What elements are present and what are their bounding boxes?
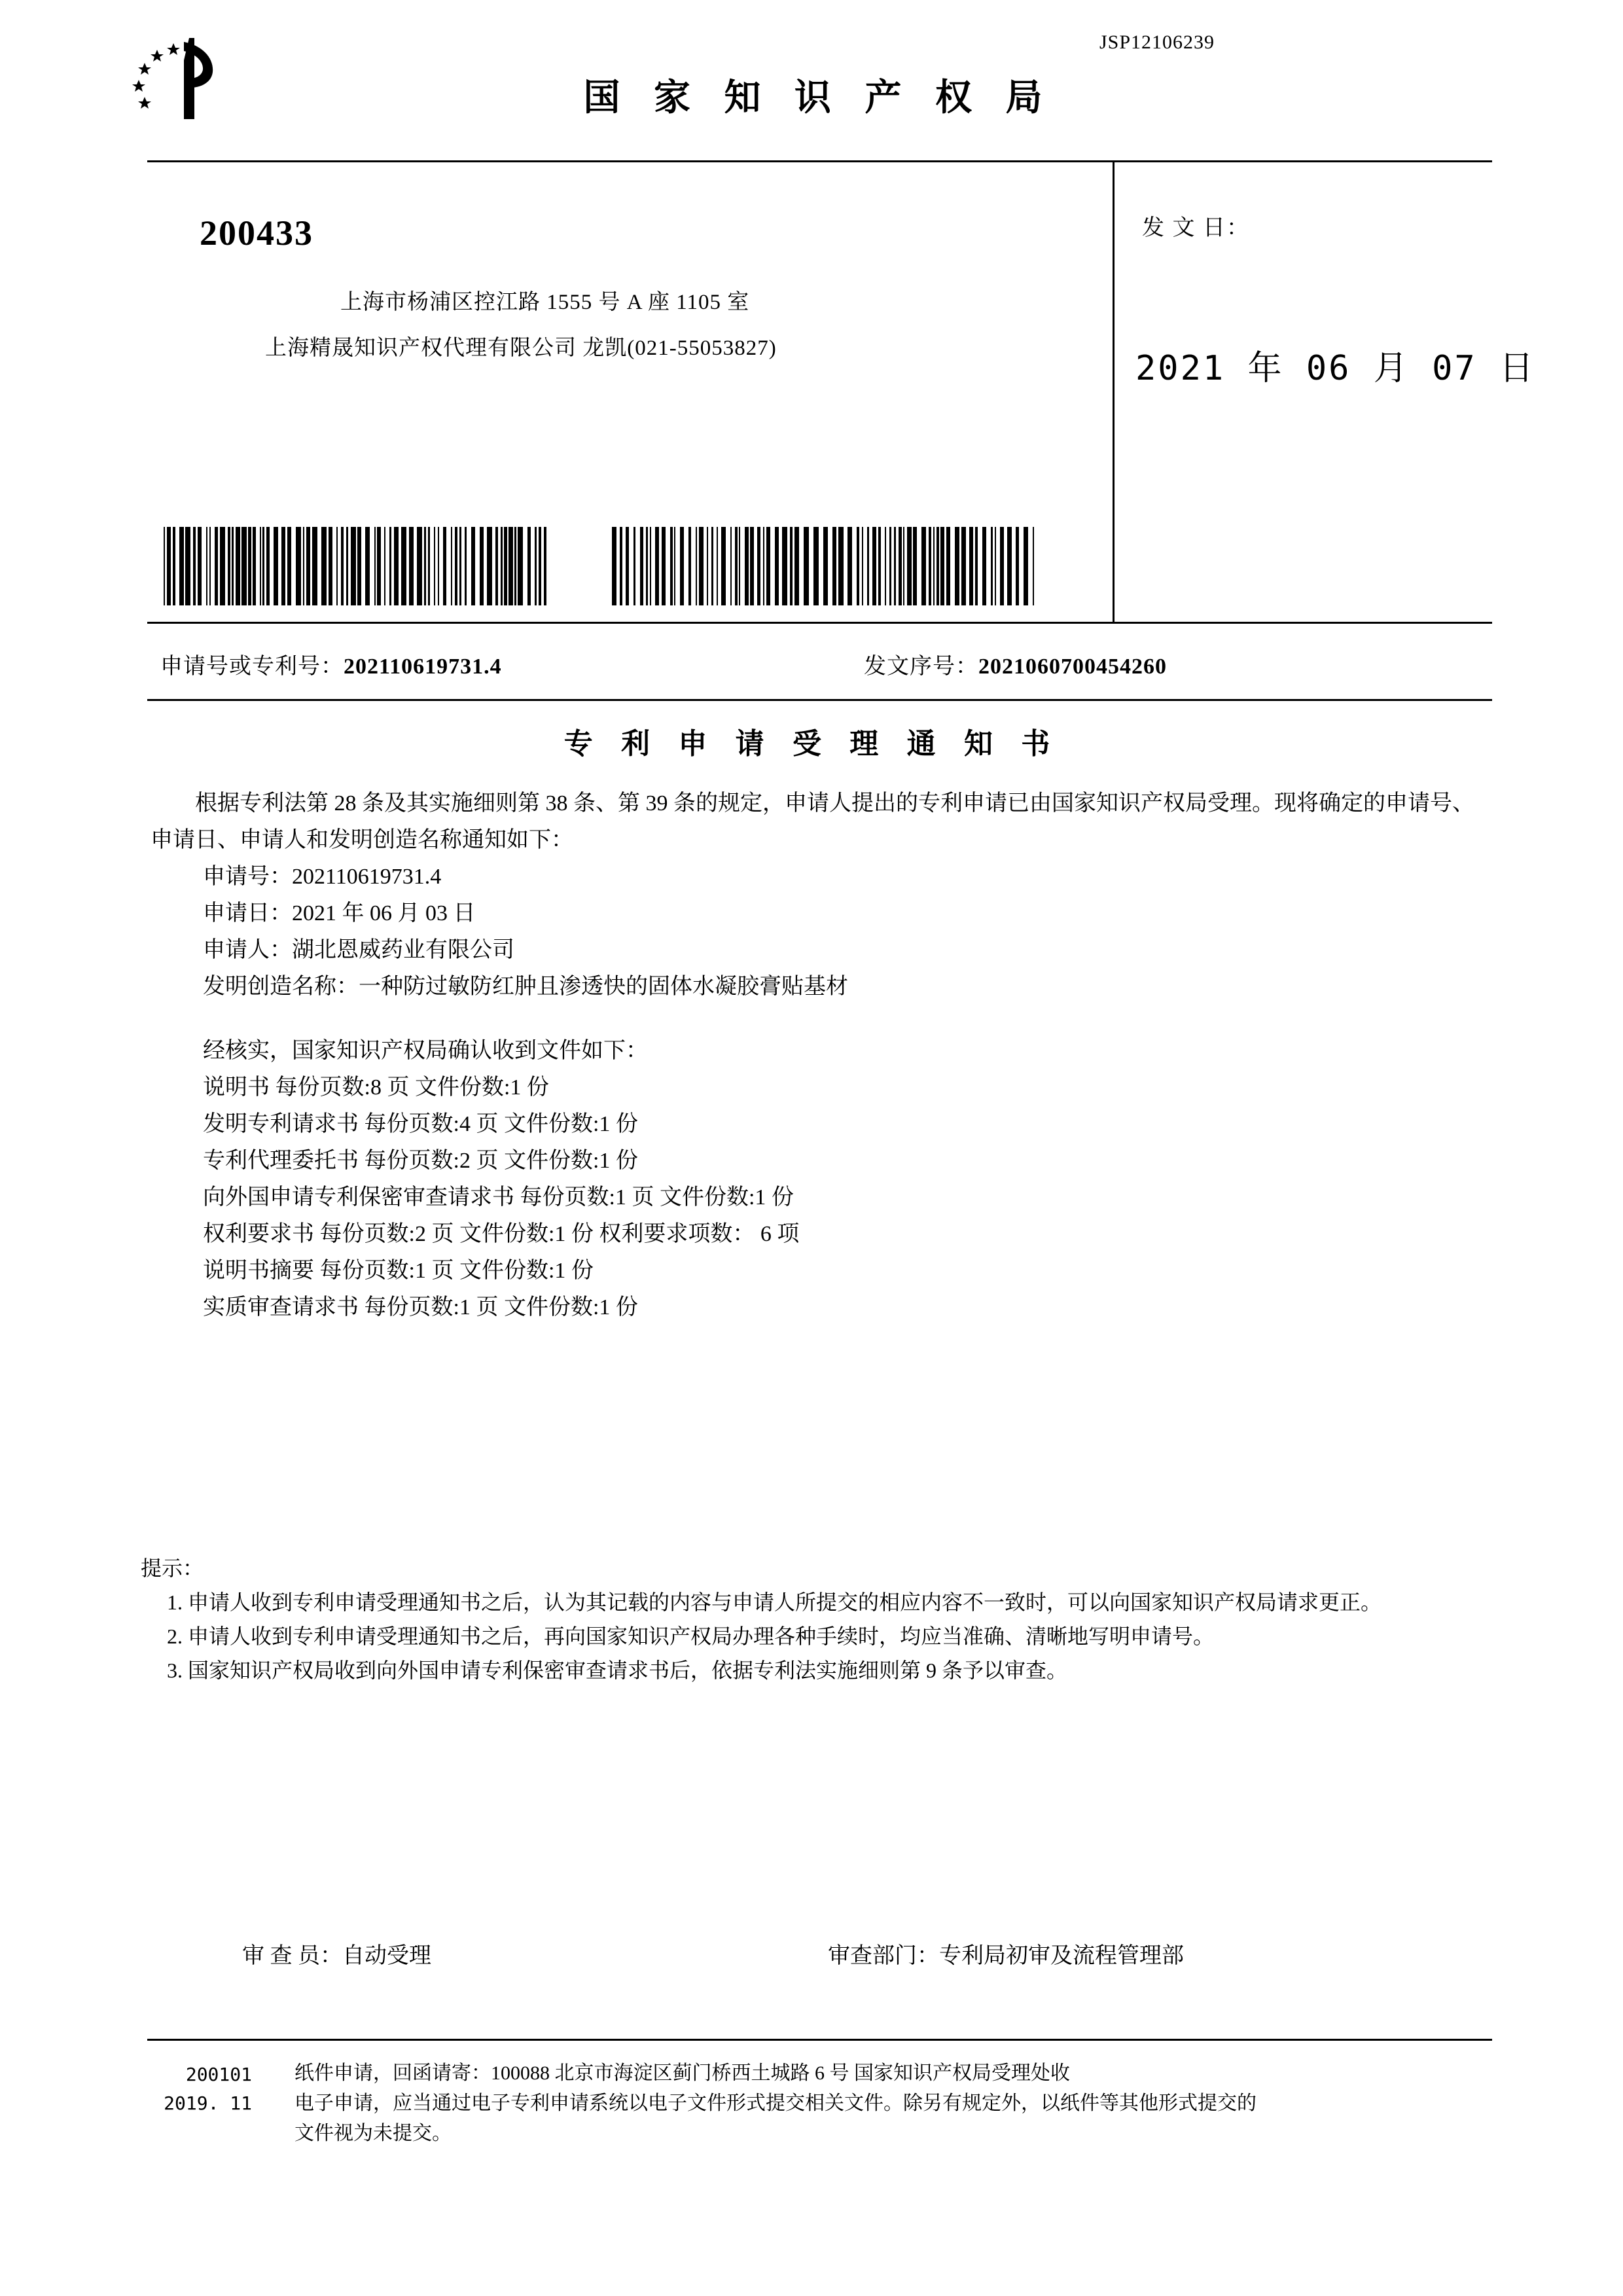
application-number-value: 202110619731.4	[344, 655, 502, 679]
address-line-2: 上海精晟知识产权代理有限公司 龙凯(021-55053827)	[265, 336, 777, 360]
barcode-application	[164, 527, 546, 605]
footer-divider	[147, 2039, 1492, 2041]
footer-line-2: 电子申请，应当通过电子专利申请系统以电子文件形式提交相关文件。除另有规定外，以纸件等其他形式提交的	[294, 2092, 1257, 2114]
footer-text	[294, 2058, 1492, 2149]
footer-codes	[141, 2060, 252, 2118]
hint-item: 3. 国家知识产权局收到向外国申请专利保密审查请求书后，依据专利法实施细则第 9 条予以审查。	[167, 1659, 1068, 1682]
field-applicant: 申请人：湖北恩威药业有限公司	[203, 938, 514, 962]
intro-paragraph: 根据专利法第 28 条及其实施细则第 38 条、第 39 条的规定，申请人提出的专利申请已由国家知识产权局受理。现将确定的申请号、申请日、申请人和发明创造名称通知如下：	[151, 791, 1474, 852]
serial-number-row	[864, 648, 1167, 680]
notice-title: 专 利 申 请 受 理 通 知 书	[563, 727, 1060, 761]
document-item: 说明书摘要 每份页数:1 页 文件份数:1 份	[203, 1259, 594, 1283]
application-number-label: 申请号或专利号：	[160, 655, 344, 679]
header-divider	[147, 160, 1492, 162]
examiner-row	[242, 1937, 431, 1969]
document-item: 权利要求书 每份页数:2 页 文件份数:1 份 权利要求项数： 6 项	[203, 1222, 800, 1246]
field-application-number: 申请号：202110619731.4	[203, 865, 442, 889]
page-title: 国 家 知 识 产 权 局	[583, 77, 1053, 119]
footer-line-1: 纸件申请，回函请寄：100088 北京市海淀区蓟门桥西土城路 6 号 国家知识产权局受理处收	[294, 2062, 1070, 2084]
footer-code-version: 2019. 11	[164, 2092, 252, 2114]
barcode-serial	[612, 527, 1034, 605]
department-row	[828, 1937, 1184, 1969]
examiner-value: 自动受理	[342, 1944, 431, 1968]
document-item: 发明专利请求书 每份页数:4 页 文件份数:1 份	[203, 1112, 638, 1136]
issue-date-label: 发 文 日：	[1142, 216, 1250, 240]
documents-confirm-line: 经核实，国家知识产权局确认收到文件如下：	[203, 1039, 648, 1063]
document-item: 实质审查请求书 每份页数:1 页 文件份数:1 份	[203, 1295, 638, 1319]
department-value: 专利局初审及流程管理部	[939, 1944, 1184, 1968]
address-line-1: 上海市杨浦区控江路 1555 号 A 座 1105 室	[340, 291, 750, 314]
field-application-date: 申请日：2021 年 06 月 03 日	[203, 901, 476, 925]
document-item: 专利代理委托书 每份页数:2 页 文件份数:1 份	[203, 1149, 638, 1173]
footer-code-form: 200101	[185, 2064, 252, 2085]
postal-code: 200433	[200, 213, 313, 253]
numbers-divider	[147, 699, 1492, 701]
field-invention-title: 发明创造名称：一种防过敏防红肿且渗透快的固体水凝胶膏贴基材	[203, 975, 848, 999]
examiner-label: 审 查 员：	[242, 1944, 342, 1968]
document-item: 说明书 每份页数:8 页 文件份数:1 份	[203, 1075, 549, 1100]
cnipa-emblem-icon	[121, 34, 219, 126]
serial-number-value: 2021060700454260	[978, 655, 1167, 679]
hints-section	[141, 1551, 1482, 1687]
document-item: 向外国申请专利保密审查请求书 每份页数:1 页 文件份数:1 份	[203, 1185, 794, 1210]
footer-line-3: 文件视为未提交。	[294, 2123, 452, 2144]
address-date-divider	[1113, 160, 1115, 622]
department-label: 审查部门：	[828, 1944, 939, 1968]
hint-item: 2. 申请人收到专利申请受理通知书之后，再向国家知识产权局办理各种手续时，均应当准确、清晰地写明申请号。	[167, 1624, 1215, 1648]
hints-label: 提示：	[141, 1556, 204, 1580]
serial-number-label: 发文序号：	[864, 655, 978, 679]
barcode-divider	[147, 622, 1492, 624]
issue-date-value: 2021 年 06 月 07 日	[1135, 349, 1535, 388]
document-code: JSP12106239	[1099, 31, 1215, 53]
application-number-row	[160, 648, 502, 680]
notice-body	[151, 785, 1479, 1326]
hint-item: 1. 申请人收到专利申请受理通知书之后，认为其记载的内容与申请人所提交的相应内容不一致时，可以向国家知识产权局请求更正。	[167, 1590, 1382, 1614]
